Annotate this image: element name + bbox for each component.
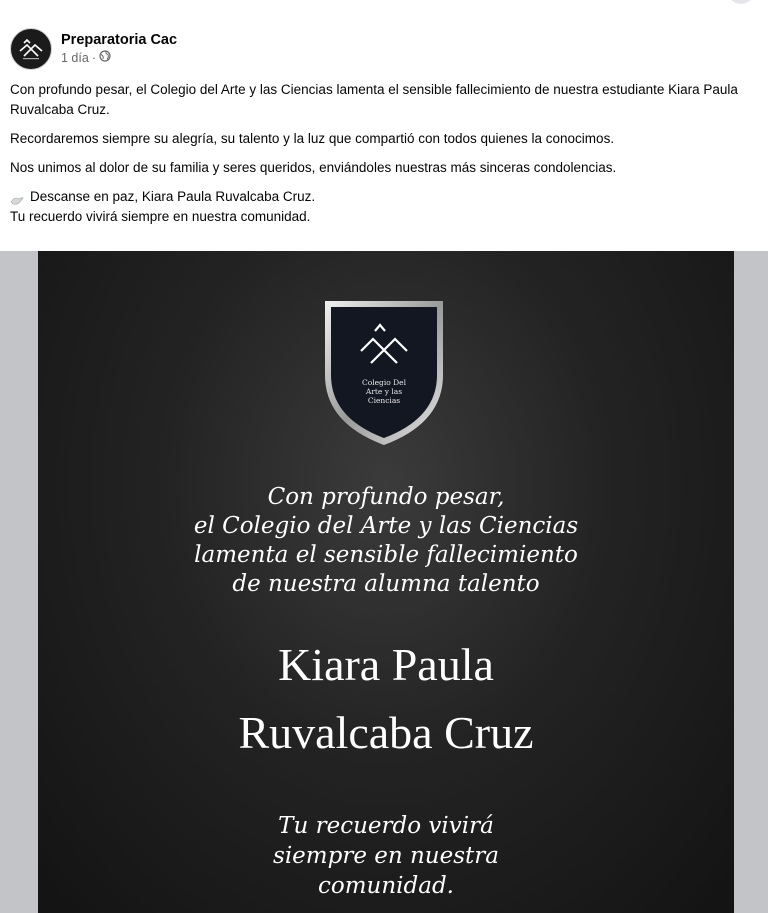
closing-image-line: Tu recuerdo vivirá	[278, 813, 494, 839]
lead-line: el Colegio del Arte y las Ciencias	[193, 513, 579, 539]
post-paragraph: Nos unimos al dolor de su familia y seres queridos, enviándoles nuestras más sinceras condolencias.	[10, 160, 617, 175]
post-closing	[10, 187, 760, 207]
post-body	[10, 80, 760, 227]
page-name[interactable]: Preparatoria Cac	[61, 31, 178, 48]
globe-icon	[99, 50, 111, 66]
name-line: Kiara Paula	[278, 639, 494, 690]
name-line: Ruvalcaba Cruz	[238, 707, 534, 758]
memorial-lead	[38, 483, 734, 599]
memorial-image[interactable]	[38, 251, 734, 913]
logo-line: Arte y las	[365, 387, 403, 396]
memorial-closing	[38, 811, 734, 901]
post-header	[10, 28, 177, 70]
more-options-button[interactable]	[728, 0, 754, 4]
dove-icon	[10, 192, 24, 202]
post-timestamp[interactable]: 1 día	[61, 50, 89, 65]
post-meta	[61, 50, 177, 66]
post-paragraph: Con profundo pesar, el Colegio del Arte y las Ciencias lamenta el sensible fallecimiento de nuestra estudiante Kiara Paula Ruvalcaba Cruz.	[10, 82, 738, 117]
lead-line: de nuestra alumna talento	[232, 571, 540, 597]
logo-line: Ciencias	[367, 396, 401, 405]
post-media[interactable]	[0, 251, 768, 913]
memorial-name	[38, 631, 734, 767]
meta-separator: ·	[91, 50, 96, 65]
post-paragraph: Recordaremos siempre su alegría, su talento y la luz que compartió con todos quienes la conocimos.	[10, 131, 615, 146]
page-avatar[interactable]	[10, 28, 52, 70]
closing-image-line: siempre en nuestra	[273, 843, 499, 869]
closing-image-line: comunidad.	[318, 873, 454, 899]
closing-line-2: Tu recuerdo vivirá siempre en nuestra comunidad.	[10, 209, 311, 224]
lead-line: lamenta el sensible fallecimiento	[194, 542, 578, 568]
school-logo-icon	[16, 34, 46, 64]
logo-line: Colegio Del	[361, 378, 407, 387]
shield-logo-icon	[321, 297, 447, 449]
lead-line: Con profundo pesar,	[267, 484, 505, 510]
closing-line-1: Descanse en paz, Kiara Paula Ruvalcaba Cruz.	[30, 189, 316, 204]
